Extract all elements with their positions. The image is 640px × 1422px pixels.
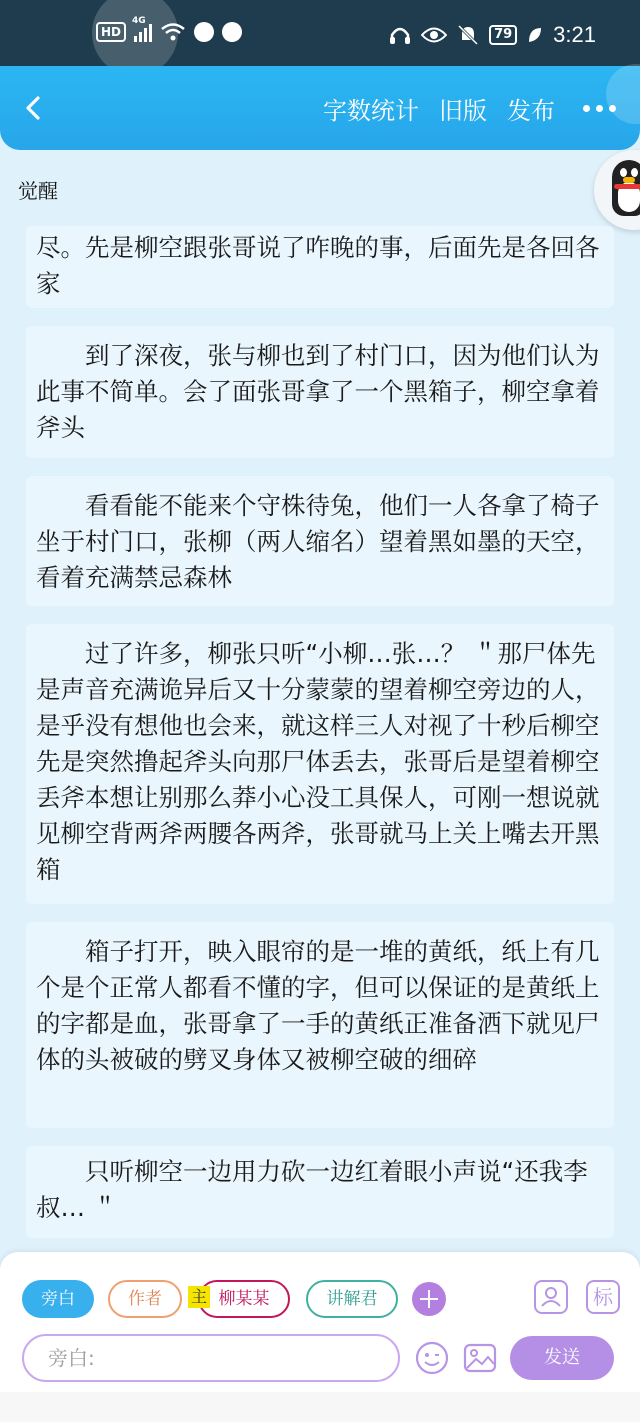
mute-bell-icon <box>457 24 479 46</box>
character-profile-icon[interactable] <box>534 1280 568 1314</box>
penguin-icon <box>612 160 640 216</box>
role-explainer-chip[interactable]: 讲解君 <box>306 1280 398 1318</box>
image-icon[interactable] <box>462 1340 498 1376</box>
message-composer <box>0 1252 640 1392</box>
status-bar <box>0 0 640 66</box>
mark-button[interactable]: 标 <box>586 1280 620 1314</box>
location-icon <box>222 22 242 42</box>
role-author-chip[interactable]: 作者 <box>108 1280 182 1318</box>
role-narration-chip[interactable]: 旁白 <box>22 1280 94 1318</box>
send-button[interactable]: 发送 <box>510 1336 614 1380</box>
person-icon <box>536 1282 566 1312</box>
clock: 3:21 <box>553 22 596 47</box>
story-card[interactable] <box>26 1146 614 1238</box>
add-role-button[interactable] <box>412 1282 446 1316</box>
story-paragraph: 箱子打开，映入眼帘的是一堆的黄纸，纸上有几个是个正常人都看不懂的字，但可以保证的是黄纸上的字都是血，张哥拿了一手的黄纸正准备洒下就见尸体的头被破的劈叉身体又被柳空破的细碎 <box>36 937 600 1074</box>
hd-indicator: HD <box>96 22 126 42</box>
bottom-safe-area <box>0 1392 640 1422</box>
old-version-button[interactable]: 旧版 <box>439 96 487 125</box>
top-nav-bar <box>0 66 640 150</box>
word-count-button[interactable]: 字数统计 <box>323 96 419 125</box>
story-paragraph: 过了许多，柳张只听“小柳…张…？ ＂那尸体先是声音充满诡异后又十分蒙蒙的望着柳空旁边的人，是乎没有想他也会来，就这样三人对视了十秒后柳空先是突然撸起斧头向那尸体丢去，张哥后是望着柳空丢斧本想让别那么莽小心没工具保人，可刚一想说就见柳空背两斧两腰各两斧，张哥就马上关上嘴去开黑箱 <box>36 639 600 884</box>
story-card[interactable] <box>26 922 614 1128</box>
story-card[interactable] <box>26 476 614 606</box>
publish-button[interactable]: 发布 <box>507 96 555 125</box>
story-card[interactable] <box>26 624 614 904</box>
role-character-chip[interactable]: 柳某某 <box>198 1280 290 1318</box>
story-paragraph: 看看能不能来个守株待兔，他们一人各拿了椅子坐于村门口，张柳（两人缩名）望着黑如墨的天空，看着充满禁忌森林 <box>36 491 600 592</box>
penguin-assistant-avatar[interactable] <box>594 150 640 230</box>
leaf-icon <box>527 26 543 44</box>
role-selector <box>22 1280 622 1320</box>
input-row <box>22 1334 622 1382</box>
network-type: 4G <box>132 16 146 26</box>
story-paragraph: 只听柳空一边用力砍一边红着眼小声说“还我李叔… ＂ <box>36 1157 588 1222</box>
headphones-icon <box>389 25 411 45</box>
main-character-badge: 主 <box>188 1286 210 1308</box>
more-options-icon[interactable] <box>583 105 616 112</box>
decorative-bubble <box>92 0 178 76</box>
battery-indicator: 79 <box>489 25 517 45</box>
app-notification-icon <box>194 22 214 42</box>
header-actions <box>323 66 616 150</box>
eye-icon <box>421 26 447 44</box>
emoji-icon[interactable] <box>414 1340 450 1376</box>
story-paragraph: 尽。先是柳空跟张哥说了咋晚的事，后面先是各回各家 <box>36 233 600 298</box>
story-card[interactable] <box>26 226 614 308</box>
story-card[interactable] <box>26 326 614 458</box>
story-paragraph: 到了深夜，张与柳也到了村门口，因为他们认为此事不简单。会了面张哥拿了一个黑箱子，柳空拿着斧头 <box>36 341 600 442</box>
message-input[interactable] <box>22 1334 400 1382</box>
status-right <box>389 22 596 48</box>
back-arrow-icon[interactable] <box>22 96 46 120</box>
document-title: 觉醒 <box>18 179 58 203</box>
